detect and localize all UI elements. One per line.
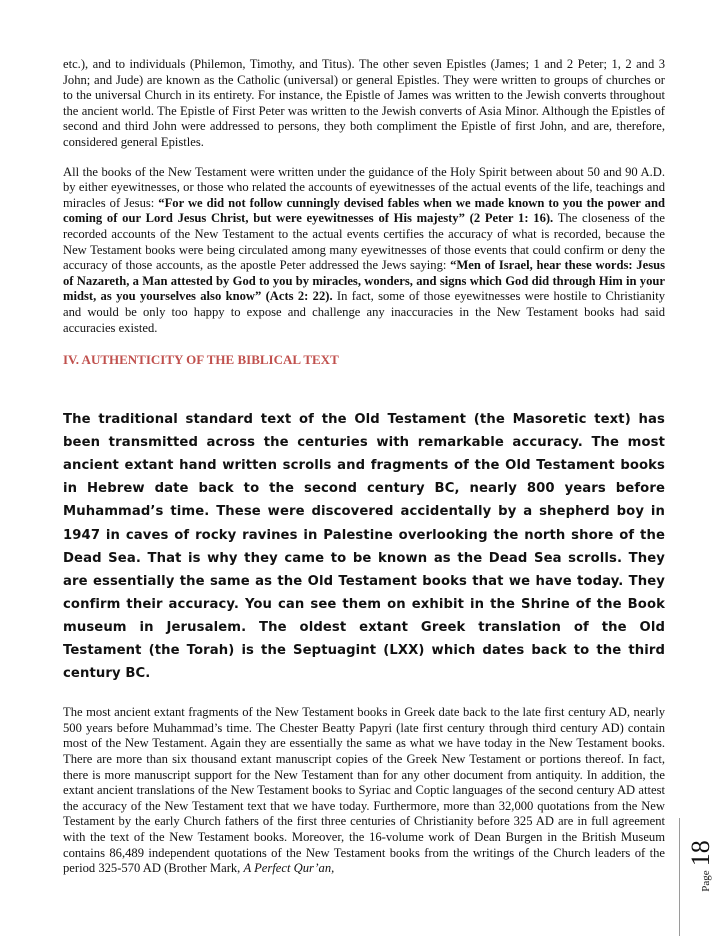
document-page: [63, 57, 665, 877]
section-heading: IV. AUTHENTICITY OF THE BIBLICAL TEXT: [63, 352, 339, 368]
paragraph-new-testament-manuscripts: [63, 705, 665, 877]
paragraph-text-3: In fact, some of those eyewitnesses were hostile to Christianity and would be only too happy to expose and challenge any inaccuracies in the New Testament books had said accuracies existed.: [63, 289, 665, 335]
paragraph-old-testament: The traditional standard text of the Old Testament (the Masoretic text) has been transmitted across the centuries with remarkable accuracy. The most ancient extant hand written scrolls and fragments of the Old Testament books in Hebrew date back to the second century BC, nearly 800 years before Muhammad’s time. These were discovered accidentally by a shepherd boy in 1947 in caves of rocky ravines in Palestine overlooking the north shore of the Dead Sea. That is why they came to be known as the Dead Sea scrolls. They are essentially the same as the Old Testament books that we have today. They confirm their accuracy. You can see them on exhibit in the Shrine of the Book museum in Jerusalem. The oldest extant Greek translation of the Old Testament (the Torah) is the Septuagint (LXX) which dates back to the third century BC.: [63, 412, 665, 682]
paragraph-new-testament-writing: [63, 165, 665, 337]
page-number-value: 18: [686, 840, 715, 867]
page-label: Page: [700, 870, 712, 892]
paragraph-text-4: The most ancient extant fragments of the New Testament books in Greek date back to the late first century AD, nearly 500 years before Muhammad’s time. The Chester Beatty Papyri (late first century through third century AD) contain most of the New Testament. Again they are essentially the same as what we have today in the New Testament books. There are more than six thousand extant manuscript copies of the Greek New Testament or portions thereof. In fact, there is more manuscript support for the New Testament than for any other document from antiquity. In addition, the extant ancient translations of the New Testament books to Syriac and Coptic languages of the second century AD attest the accuracy of the New Testament text that we have today. Furthermore, more than 32,000 quotations from the New Testament by the early Church fathers of the first three centuries of Christianity before 325 AD are in full agreement with the text of the New Testament books. Moreover, the 16-volume work of Dean Burgen in the British Museum contains 86,489 independent quotations of the New Testament books from the writings of the Church leaders of the period 325-570 AD (Brother Mark,: [63, 705, 665, 876]
scripture-quote-2-peter: “For we did not follow cunningly devised fables when we made known to you the power and coming of our Lord Jesus Christ, but were eyewitnesses of His majesty” (2 Peter 1: 16).: [63, 195, 665, 226]
paragraph-epistles: etc.), and to individuals (Philemon, Timothy, and Titus). The other seven Epistles (James; 1 and 2 Peter; 1, 2 and 3 John; and Jude) are known as the Catholic (universal) or general Epistles. They were written to groups of churches or to the universal Church in its entirety. For instance, the Epistle of James was written to the Jewish converts throughout the ancient world. The Epistle of First Peter was written to the Jewish converts of Asia Minor. Although the Epistles of second and third John were addressed to persons, they both compliment the Epistle of first John, and are, therefore, considered general Epistles.: [63, 57, 665, 149]
book-title-italic: A Perfect Qur’an,: [243, 861, 335, 876]
page-number-divider: [679, 818, 680, 936]
page-number: [686, 826, 716, 906]
paragraph-text-2: The closeness of the recorded accounts of the New Testament to the actual events certifies the accuracy of what is recorded, because the New Testament books were being circulated among many eyewitnesses of those events that could confirm or deny the accuracy of those accounts, as the apostle Peter addressed the Jews saying:: [63, 211, 665, 273]
paragraph-text-1: All the books of the New Testament were written under the guidance of the Holy Spirit between about 50 and 90 A.D. by either eyewitnesses, or those who related the accounts of eyewitnesses of the actual events of the life, teachings and miracles of Jesus:: [63, 164, 665, 210]
scripture-quote-acts: “Men of Israel, hear these words: Jesus of Nazareth, a Man attested by God to you by miracles, wonders, and signs which God did through Him in your midst, as you yourselves also know” (Acts 2: 22).: [63, 258, 666, 304]
